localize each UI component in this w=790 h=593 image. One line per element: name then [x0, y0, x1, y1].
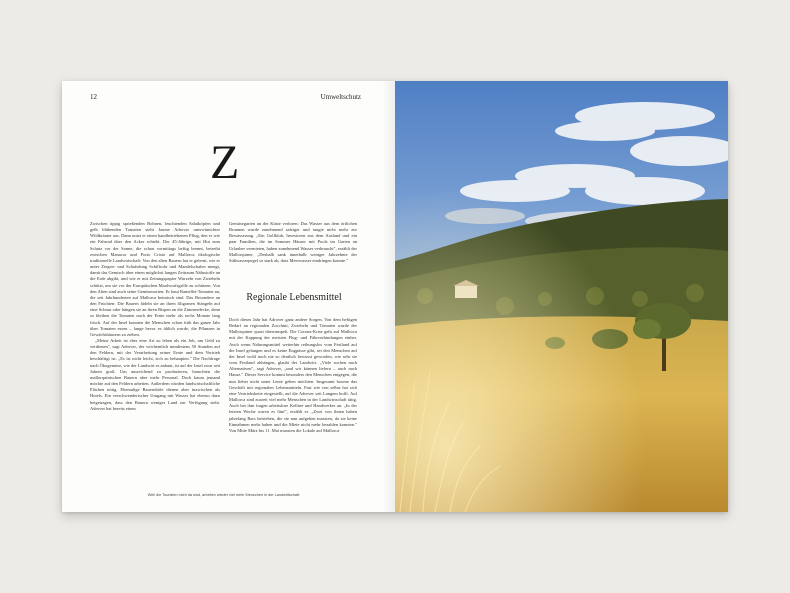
paragraph: „Meine Arbeit ist eher eine Art zu leben als ein Job, um Geld zu verdienen", sagt Adrover, der wöchentlich mindestens 50 Stunden auf den Feldern, mit der Verarbeitung seiner Ernte und dem Vertrieb beschäftigt ist. „Es ist nicht leicht, sich zu behaupten." Die Nachfrage nach Ökogemüse, wie der Landwirt es anbaut, ist auf der Insel zwar seit Jahren groß. Um ausreichend zu produzieren, brauchten die mallorquinischen Bauern aber mehr Personal. Doch kaum jemand möchte auf den Feldern arbeiten. Außerdem würden landwirtschaftliche Flächen nötig. Ehemalige Bauernhöfe dienen aber inzwischen als Hotels. Ein verschwenderischer Umgang mit Wasser hat ebenso dazu beigetragen, dass den Bauern weniger Land zur Verfügung steht. Adrover hat bereits einen	[90, 337, 220, 411]
sun-glare	[395, 81, 728, 512]
page-gutter-shadow	[382, 81, 395, 512]
body-column-1	[90, 221, 220, 489]
magazine-spread	[62, 81, 728, 512]
drop-cap: Z	[210, 136, 240, 189]
page-number: 12	[90, 93, 97, 101]
paragraph: Zwischen üppig sprießenden Bohnen, leuchtenden Salatköpfen und gelb blühenden Tomaten steht Jaume Adrover unerwünschter Wildkräuter aus. Dann nutzt er einen handbetriebenen Pflug, den er wie ein Fahrrad über den Acker schiebt. Der 45-Jährige, mit Hut zum Schutz vor der Sonne, die schon vormittags heftig brennt, betreibt zwischen Manacor und Porto Cristo auf Mallorca ökologische traditionelle Landwirtschaft: Von den alten Bauern hat er gelernt, wie er unter Ziegen- und Schafsdung Schilfrohr und Mandelschalen mengt, damit das Gemisch über einen möglichst langen Zeitraum Nährstoffe an die Erde abgibt, und wie er mit Zeitungspapier Wurzeln von Zwiebeln schützt, um sie vor der Europäischen Maulwurfsgrille zu schützen. Von den Alten sind auch seine Gemüsesorten: Er baut Ramellet-Tomaten an, die seit Jahrhunderten auf Mallorca heimisch sind. Das Besondere an den Früchten: Die Bauern fädeln sie an ihren filigranen Stängeln auf eine Schnur oder hängen sie an ihren Rispen an die Zimmerdecke, denn so bleiben die Tomaten nach der Ernte mehr als sechs Monate lang frisch. Auf der Insel konnten die Menschen schon früh das ganze Jahr über Tomaten essen – lange bevor es üblich wurde, die Pflanzen in Gewächshäusern zu ziehen.	[90, 221, 220, 337]
paragraph: Gemüsegarten an der Küste verloren: Das Wasser aus dem örtlichen Brunnen wurde zunehmend salziger und taugte nicht mehr zur Bewässerung. „Ein Golfklub, Investoren aus dem Ausland und ein paar Familien, die im Sommer Häuser mit Pools im Garten an Urlauber vermieten, haben zunehmend Wasser verbraucht", erzählt der Mallorquiner. „Deshalb sank innerhalb weniger Jahrzehnte der Süßwasserpegel so stark ab, dass Meerwasser eindringen konnte."	[229, 221, 357, 263]
left-page	[62, 81, 395, 512]
paragraph: Doch dieses Jahr hat Adrover ganz andere Sorgen. Von dem heftigen Bedarf an regionalen Zucchini, Zwiebeln und Tomaten wurde der Mallorquiner quasi überrumpelt. Die Corona-Krise geht auf Mallorca mit der Kappung der meisten Flug- und Fährverbindungen einher. Auch wenn Nahrungsmittel weiterhin reibungslos vom Festland auf die Insel gelangen und es keine Engpässe gibt, sei den Menschen auf der Insel wohl noch nie so deutlich bewusst geworden, wie sehr sie vom Festland abhängen, glaubt der Landwirt. „Viele suchen nach Alternativen", sagt Adrover, „und wir können liefern – auch nach Hause." Dieser Service kommt besonders den Menschen entgegen, die nun lieber nicht unter Leute gehen möchten. Insgesamt boome das Geschäft mit regionalen Lebensmitteln. Fast wie von selbst hat sich eine Vertriebskette eingestellt, auf die Adrover seit Langem hofft. Auf Mallorca sind zurzeit viel mehr Menschen in der Landwirtschaft tätig. Auch bei ihm fragen arbeitslose Kellner und Handwerker an. „In der letzten Woche waren es fünf", erzählt er. „Zwei von ihnen haben jahrelang Bars betrieben, die sie nun aufgeben mussten, da sie keine Einnahmen mehr haben und die Miete nicht mehr bezahlen konnten." Von Mitte März bis 11. Mai mussten die Lokale auf Mallorca	[229, 317, 357, 433]
section-subhead: Regionale Lebensmittel	[246, 292, 342, 303]
body-column-2-bottom	[229, 317, 357, 434]
photo-caption: Weil die Touristen nicht da sind, arbeiten wieder viel mehr Menschen in der Landwirtschaft.	[147, 493, 301, 497]
landscape-photo	[395, 81, 728, 512]
body-column-2-top	[229, 221, 357, 264]
right-page	[395, 81, 728, 512]
running-head: Umweltschutz	[320, 93, 361, 101]
